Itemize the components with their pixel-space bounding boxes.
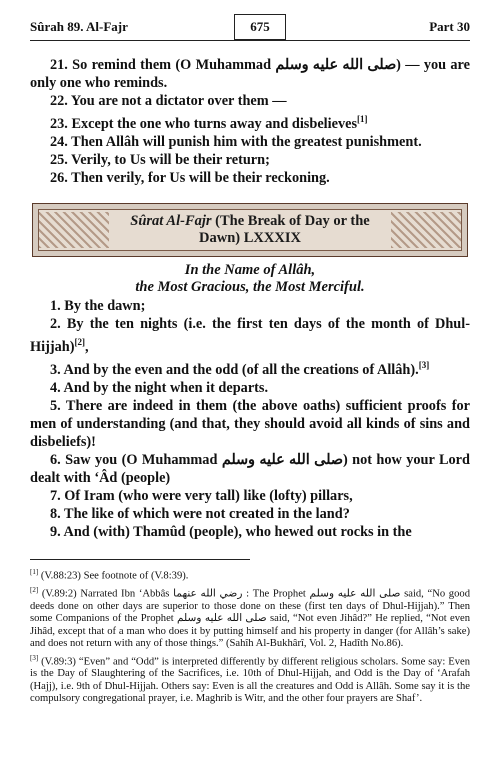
basmala-line-2: the Most Gracious, the Most Merciful. (135, 279, 365, 295)
verses-block-top (30, 56, 470, 187)
verse-23-text: 23. Except the one who turns away and disbelieves (50, 115, 358, 132)
verse-24: 24. Then Allâh will punish him with the greatest punishment. (50, 133, 422, 150)
verse-3-text: 3. And by the even and the odd (of all the creations of Allâh). (50, 361, 419, 378)
verse-1: 1. By the dawn; (50, 298, 146, 314)
part-number: Part 30 (429, 19, 470, 34)
footnote-divider (30, 559, 250, 560)
verse-8: 8. The like of which were not created in the land? (50, 505, 350, 522)
verse-23 (30, 110, 470, 133)
verse-2-text: 2. By the ten nights (i.e. the first ten days of the month of Dhul-Hijjah) (30, 316, 470, 355)
verses-block-main (30, 297, 470, 541)
verse-7: 7. Of Iram (who were very tall) like (lofty) pillars, (50, 487, 353, 504)
verse-22: 22. You are not a dictator over them — (50, 93, 287, 109)
footnote-2 (30, 584, 470, 651)
ornament-left-icon (39, 212, 109, 248)
surah-name: Sûrah 89. Al-Fajr (30, 19, 128, 34)
ornament-right-icon (391, 212, 461, 248)
verse-21: 21. So remind them (O Muhammad صلى الله عليه وسلم) — you are only one who reminds. (30, 57, 470, 91)
footnote-3-mark: [3] (30, 653, 39, 662)
page-number: 675 (234, 14, 286, 40)
header-divider (30, 40, 470, 41)
footnote-3-text: (V.89:3) “Even” and “Odd” is interpreted differently by different religious scholars. Some say: Even is the Day of Slaughtering of the Sacrifices, i.e. 10th of Dhul-Hijjah, and Odd is the Day of ‘Arafah (Hajj), i.e. 9th of Dhul-Hijjah. Others say: Even is all the creatures and Odd is Allâh. Some say it is the compulsory congregational prayer, i.e. Maghrib is Witr, and the other four prayers are Shaf’. (30, 656, 470, 705)
footnote-ref-2[interactable]: [2] (74, 337, 85, 347)
footnote-1-mark: [1] (30, 568, 39, 576)
footnote-1 (30, 566, 470, 583)
footnotes (30, 566, 470, 707)
footnote-ref-1[interactable]: [1] (357, 114, 368, 124)
verse-2: 2. By the ten nights (i.e. the first ten days of the month of Dhul-Hijjah)[2], (30, 316, 470, 355)
basmala-line-1: In the Name of Allâh, (184, 262, 316, 278)
footnote-ref-3[interactable]: [3] (418, 359, 430, 370)
verse-9: 9. And (with) Thamûd (people), who hewed out rocks in the (50, 523, 412, 540)
verse-26: 26. Then verily, for Us will be their reckoning. (50, 169, 330, 186)
surah-title (113, 213, 387, 247)
surah-title-italic: Sûrat Al-Fajr (130, 213, 212, 229)
verse-6: 6. Saw you (O Muhammad صلى الله عليه وسلم) not how your Lord dealt with ‘Âd (people) (30, 451, 470, 486)
surah-title-banner (32, 203, 468, 257)
footnote-2-text: (V.89:2) Narrated Ibn ‘Abbâs رضي الله عنهما : The Prophet صلى الله عليه وسلم said, “No good deeds done on other days are superior to those done on these (first ten days of Dhul-Hijjah).” Then some Companions of the Prophet صلى الله عليه وسلم said, “Not even Jihâd?” He replied, “Not even Jihâd, except that of a man who does it by putting himself and his property in danger (for Allâh’s sake) and does not return with any of those things.” (Sahîh Al-Bukhârî, Vol. 2, Hadîth No.86). (30, 588, 471, 650)
footnote-3 (30, 652, 470, 706)
page-header (30, 14, 470, 40)
verse-25: 25. Verily, to Us will be their return; (50, 151, 270, 168)
verse-3 (30, 356, 470, 379)
verse-4: 4. And by the night when it departs. (50, 379, 269, 396)
verse-5: 5. There are indeed in them (the above oaths) sufficient proofs for men of understanding (and that, they should avoid all kinds of sins and disbeliefs)! (30, 397, 470, 450)
surah-title-rest: (The Break of Day or the Dawn) LXXXIX (199, 213, 370, 246)
basmala (30, 262, 470, 296)
footnote-2-mark: [2] (30, 585, 39, 594)
footnote-1-text: (V.88:23) See footnote of (V.8:39). (38, 570, 189, 582)
